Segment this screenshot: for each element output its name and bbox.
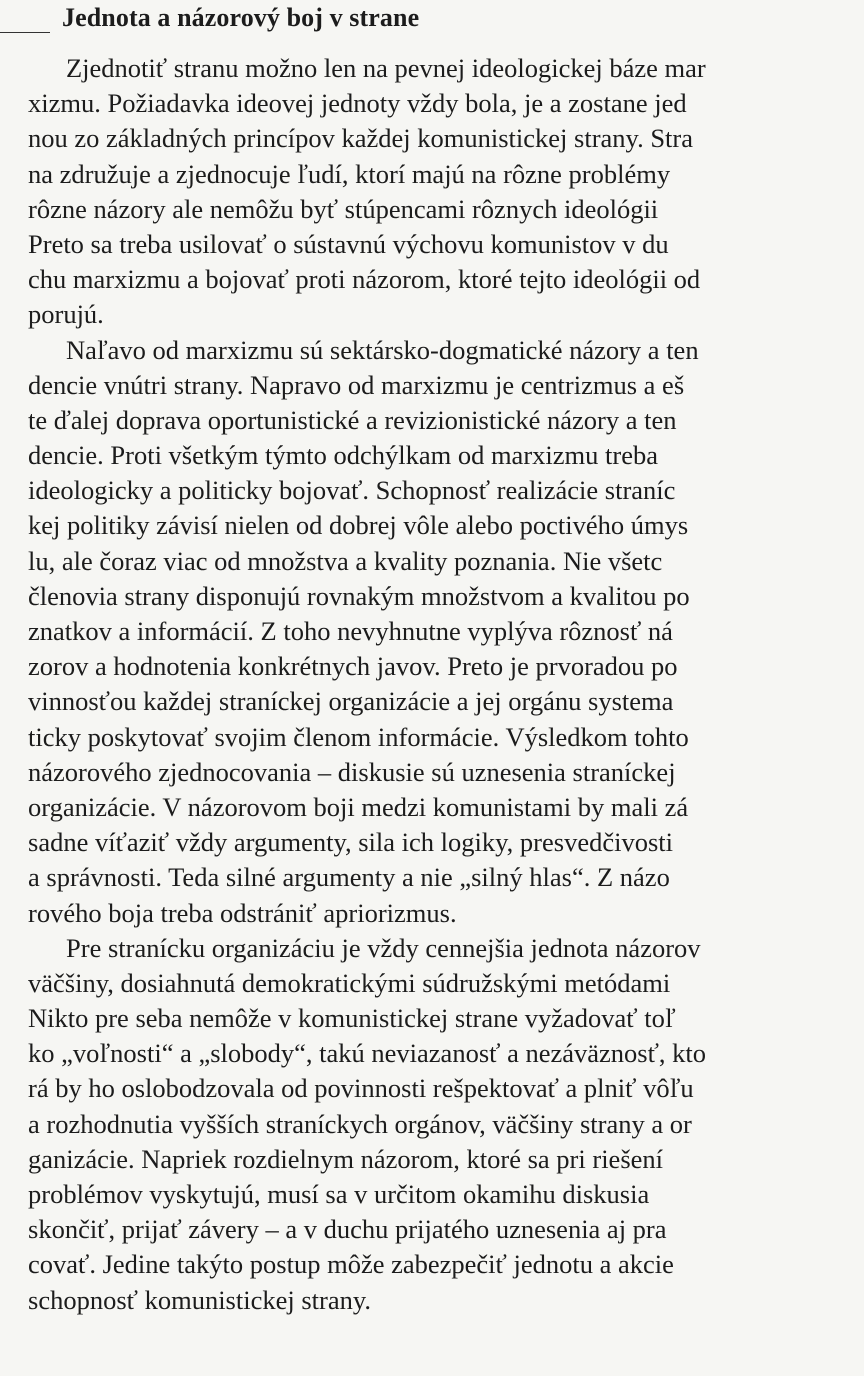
text-line: problémov vyskytujú, musí sa v určitom okamihu diskusia: [28, 1179, 650, 1209]
text-line: te ďalej doprava oportunistické a revizionistické názory a ten: [28, 404, 677, 435]
text-line: sadne víťaziť vždy argumenty, sila ich logiky, presvedčivosti: [28, 827, 673, 858]
text-line: väčšiny, dosiahnutá demokratickými súdružskými metódami: [28, 967, 671, 998]
text-line: na združuje a zjednocuje ľudí, ktorí majú na rôzne problémy: [28, 158, 671, 189]
text-line: Zjednotiť stranu možno len na pevnej ideologickej báze mar: [66, 53, 706, 83]
text-line: Nikto pre seba nemôže v komunistickej strane vyžadovať toľ: [28, 1003, 676, 1034]
text-line: Preto sa treba usilovať o sústavnú výchovu komunistov v du: [28, 228, 669, 259]
paragraph-2: [28, 333, 864, 931]
paragraph-1: [28, 51, 864, 333]
text-line: chu marxizmu a bojovať proti názorom, ktoré tejto ideológii od: [28, 264, 701, 295]
text-line: vinnosťou každej straníckej organizácie a jej orgánu systema: [28, 686, 674, 717]
body-text: [28, 51, 864, 1318]
text-line: dencie vnútri strany. Napravo od marxizmu je centrizmus a eš: [28, 369, 685, 400]
text-line: Naľavo od marxizmu sú sektársko-dogmatické názory a ten: [66, 334, 699, 365]
text-line: rôzne názory ale nemôžu byť stúpencami rôznych ideológii: [28, 193, 659, 224]
text-line: covať. Jedine takýto postup môže zabezpečiť jednotu a akcie: [28, 1249, 674, 1280]
text-line: ticky poskytovať svojim členom informácie. Výsledkom tohto: [28, 721, 689, 752]
paragraph-3: [28, 931, 864, 1318]
heading-rule: [0, 32, 50, 33]
text-line: rového boja treba odstrániť apriorizmus.: [28, 897, 457, 928]
text-line: Pre stranícku organizáciu je vždy cennejšia jednota názorov: [66, 932, 701, 963]
text-line: ko „voľnosti“ a „slobody“, takú neviazanosť a nezáväznosť, kto: [28, 1038, 707, 1069]
text-line: ganizácie. Napriek rozdielnym názorom, ktoré sa pri riešení: [28, 1143, 664, 1174]
text-line: porujú.: [28, 299, 104, 330]
text-line: členovia strany disponujú rovnakým množstvom a kvalitou po: [28, 580, 690, 611]
text-line: dencie. Proti všetkým týmto odchýlkam od marxizmu treba: [28, 440, 658, 471]
text-line: xizmu. Požiadavka ideovej jednoty vždy bola, je a zostane jed: [28, 88, 687, 119]
text-line: ideologicky a politicky bojovať. Schopnosť realizácie straníc: [28, 475, 676, 506]
text-line: nou zo základných princípov každej komunistickej strany. Stra: [28, 123, 694, 154]
text-line: zorov a hodnotenia konkrétnych javov. Preto je prvoradou po: [28, 651, 678, 682]
text-line: a správnosti. Teda silné argumenty a nie „silný hlas“. Z názo: [28, 862, 670, 893]
text-line: názorového zjednocovania – diskusie sú uznesenia straníckej: [28, 756, 676, 787]
text-line: skončiť, prijať závery – a v duchu prijatého uznesenia aj pra: [28, 1214, 667, 1245]
text-line: a rozhodnutia vyšších straníckych orgánov, väčšiny strany a or: [28, 1108, 692, 1139]
text-line: znatkov a informácií. Z toho nevyhnutne vyplýva rôznosť ná: [28, 616, 673, 646]
text-line: organizácie. V názorovom boji medzi komunistami by mali zá: [28, 791, 689, 822]
section-heading: Jednota a názorový boj v strane: [62, 3, 420, 32]
text-line: schopnosť komunistickej strany.: [28, 1284, 372, 1315]
text-line: rá by ho oslobodzovala od povinnosti rešpektovať a plniť vôľu: [28, 1073, 694, 1104]
text-line: lu, ale čoraz viac od množstva a kvality poznania. Nie všetc: [28, 545, 663, 576]
text-line: kej politiky závisí nielen od dobrej vôle alebo poctivého úmys: [28, 510, 689, 541]
